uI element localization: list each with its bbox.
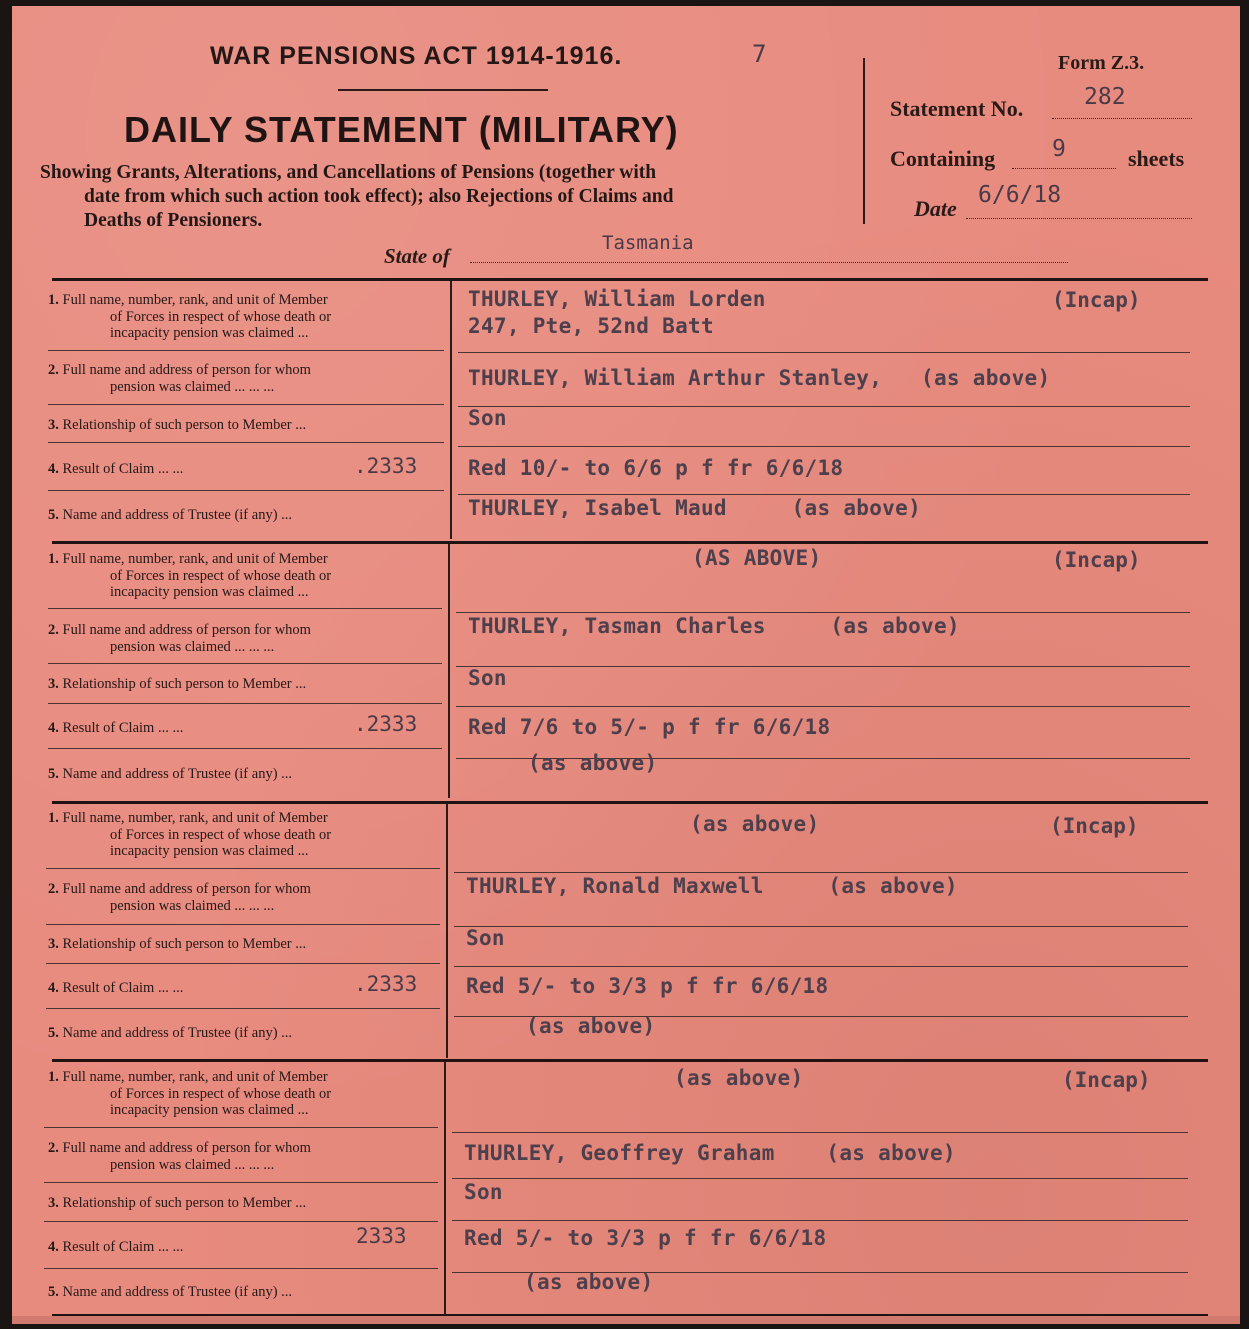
field-rule: [48, 350, 444, 351]
header-divider: [863, 58, 865, 224]
field-rule: [458, 446, 1190, 447]
result-value: Red 7/6 to 5/- p f fr 6/6/18: [468, 715, 831, 739]
state-label: State of: [384, 244, 450, 268]
incap-tag: (Incap): [1062, 1068, 1151, 1092]
member-value: (AS ABOVE): [692, 546, 822, 570]
field-rule: [458, 406, 1190, 407]
field-rule: [48, 703, 442, 704]
state-value: Tasmania: [602, 232, 694, 254]
containing-label: Containing: [890, 146, 996, 171]
label-result: 4. Result of Claim ... ...: [48, 461, 184, 477]
field-rule: [44, 1268, 438, 1269]
subtitle: [40, 161, 846, 233]
act-underline: [338, 89, 548, 91]
field-rule: [48, 404, 444, 405]
label-trustee: 5. Name and address of Trustee (if any) ...: [48, 1025, 293, 1041]
field-rule: [46, 868, 440, 869]
sheets-text: sheets: [1128, 146, 1185, 171]
label-text: incapacity pension was claimed ...: [110, 325, 309, 341]
result-code: .2333: [354, 712, 418, 736]
form-label: Form Z.3.: [1058, 52, 1145, 74]
subtitle-line-2: date from which such action took effect); also Rejections of Claims and: [84, 186, 674, 207]
sheets-label: [1128, 146, 1184, 172]
statement-number: 282: [1084, 84, 1126, 110]
field-rule: [454, 872, 1188, 873]
label-relationship: 3. Relationship of such person to Member ...: [48, 936, 307, 952]
field-rule: [458, 352, 1190, 353]
label-result: 4. Result of Claim ... ...: [48, 980, 184, 996]
page-title: DAILY STATEMENT (MILITARY): [124, 109, 679, 150]
date-value: 6/6/18: [978, 182, 1062, 208]
field-rule: [452, 1178, 1188, 1179]
block-divider: [52, 801, 1208, 804]
date-row: [914, 196, 957, 222]
column-divider: [444, 1062, 446, 1314]
block-divider: [52, 1059, 1208, 1062]
field-rule: [456, 706, 1190, 707]
field-rule: [456, 666, 1190, 667]
result-code: .2333: [354, 972, 418, 996]
person-value: THURLEY, Geoffrey Graham (as above): [464, 1141, 956, 1165]
field-rule: [44, 1182, 438, 1183]
label-member: 1. Full name, number, rank, and unit of Member of Forces in respect of whose death or incapacity pension was claimed ...: [48, 551, 332, 600]
block-divider: [52, 541, 1208, 544]
relationship-value: Son: [466, 926, 505, 950]
relationship-value: Son: [464, 1180, 503, 1204]
incap-tag: (Incap): [1052, 288, 1141, 312]
field-rule: [46, 963, 440, 964]
field-rule: [44, 1221, 438, 1222]
statement-label: Statement No.: [890, 96, 1024, 121]
label-relationship: 3. Relationship of such person to Member ...: [48, 1195, 307, 1211]
containing-row: [890, 146, 995, 172]
trustee-value: THURLEY, Isabel Maud (as above): [468, 496, 922, 520]
field-rule: [46, 1008, 440, 1009]
label-result: 4. Result of Claim ... ...: [48, 1239, 184, 1255]
label-member: 1. Full name, number, rank, and unit of Member of Forces in respect of whose death or incapacity pension was claimed ...: [48, 1069, 332, 1118]
incap-tag: (Incap): [1052, 548, 1141, 572]
label-person: 2. Full name and address of person for whom pension was claimed ... ... ...: [48, 1140, 311, 1173]
member-value: (as above): [690, 812, 820, 836]
field-rule: [458, 494, 1190, 495]
column-divider: [446, 804, 448, 1058]
result-code: 2333: [356, 1224, 407, 1248]
trustee-value: (as above): [526, 1014, 656, 1038]
result-value: Red 5/- to 3/3 p f fr 6/6/18: [466, 974, 829, 998]
date-dots: [966, 218, 1192, 219]
trustee-value: (as above): [524, 1270, 654, 1294]
person-value: THURLEY, Tasman Charles (as above): [468, 614, 960, 638]
field-rule: [46, 924, 440, 925]
date-label: Date: [914, 196, 957, 221]
result-value: Red 5/- to 3/3 p f fr 6/6/18: [464, 1226, 827, 1250]
label-member: [48, 292, 440, 342]
subtitle-line-3: Deaths of Pensioners.: [84, 210, 263, 231]
field-rule: [48, 663, 442, 664]
person-value: THURLEY, William Arthur Stanley, (as above): [468, 366, 1051, 390]
field-rule: [456, 612, 1190, 613]
label-person: 2. Full name and address of person for whom pension was claimed ... ... ...: [48, 881, 311, 914]
containing-dots: [1012, 168, 1116, 169]
state-line: [470, 262, 1068, 263]
label-trustee: 5. Name and address of Trustee (if any) ...: [48, 1284, 293, 1300]
label-relationship: 3. Relationship of such person to Member ...: [48, 676, 307, 692]
label-text: of Forces in respect of whose death or: [110, 308, 332, 325]
label-trustee: 5. Name and address of Trustee (if any) ...: [48, 507, 293, 523]
field-rule: [452, 1220, 1188, 1221]
label-trustee: 5. Name and address of Trustee (if any) ...: [48, 766, 293, 782]
act-title: WAR PENSIONS ACT 1914-1916.: [210, 42, 623, 70]
relationship-value: Son: [468, 666, 507, 690]
block-divider: [52, 278, 1208, 281]
field-rule: [48, 748, 442, 749]
form-sheet: [12, 6, 1240, 1324]
label-text: 1. Full name, number, rank, and unit of Member: [48, 292, 328, 308]
label-member: 1. Full name, number, rank, and unit of Member of Forces in respect of whose death or incapacity pension was claimed ...: [48, 810, 332, 859]
field-rule: [48, 442, 444, 443]
relationship-value: Son: [468, 406, 507, 430]
label-person: 2. Full name and address of person for whom pension was claimed ... ... ...: [48, 362, 311, 395]
field-rule: [454, 966, 1188, 967]
field-rule: [44, 1127, 438, 1128]
result-value: Red 10/- to 6/6 p f fr 6/6/18: [468, 456, 844, 480]
subtitle-line-1: Showing Grants, Alterations, and Cancellations of Pensions (together with: [40, 162, 657, 183]
field-rule: [48, 490, 444, 491]
column-divider: [448, 544, 450, 798]
incap-tag: (Incap): [1050, 814, 1139, 838]
trustee-value: (as above): [528, 751, 658, 775]
containing-value: 9: [1052, 136, 1066, 162]
field-rule: [452, 1132, 1188, 1133]
statement-dots: [1052, 118, 1192, 119]
column-divider: [450, 281, 452, 539]
member-value: THURLEY, William Lorden 247, Pte, 52nd Batt: [468, 287, 766, 338]
label-person: 2. Full name and address of person for whom pension was claimed ... ... ...: [48, 622, 311, 655]
label-result: 4. Result of Claim ... ...: [48, 720, 184, 736]
member-value: (as above): [674, 1066, 804, 1090]
sheet-number: 7: [752, 40, 767, 68]
statement-row: [890, 96, 1023, 122]
result-code: .2333: [354, 454, 418, 478]
label-relationship: 3. Relationship of such person to Member ...: [48, 417, 307, 433]
next-sheet-edge: [12, 1316, 1240, 1324]
field-rule: [48, 608, 442, 609]
person-value: THURLEY, Ronald Maxwell (as above): [466, 874, 958, 898]
field-rule: [454, 926, 1188, 927]
